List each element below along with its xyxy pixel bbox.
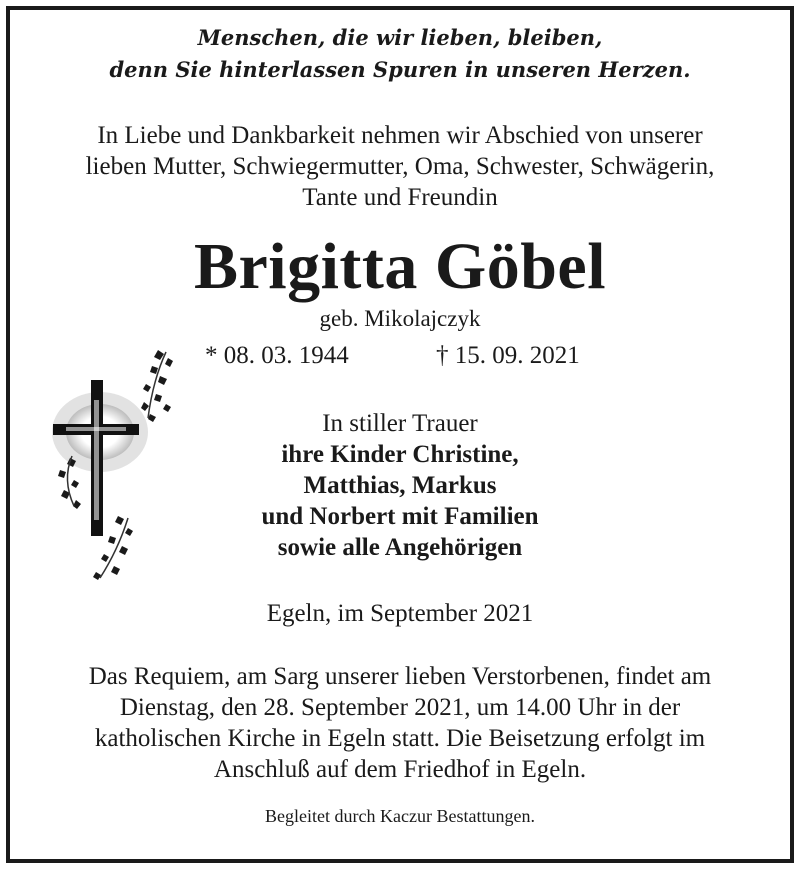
requiem-line-4: Anschluß auf dem Friedhof in Egeln. — [213, 756, 587, 783]
birth-date: * 08. 03. 1944 — [205, 342, 349, 369]
intro-text — [0, 120, 800, 213]
deceased-name: Brigitta Göbel — [193, 230, 607, 303]
requiem-line-2: Dienstag, den 28. September 2021, um 14.00 Uhr in der — [119, 694, 681, 721]
death-date: † 15. 09. 2021 — [436, 342, 580, 369]
intro-line-3: Tante und Freundin — [302, 184, 498, 211]
intro-line-1: In Liebe und Dankbarkeit nehmen wir Abschied von unserer — [97, 122, 703, 149]
undertaker-note: Begleitet durch Kaczur Bestattungen. — [265, 806, 535, 826]
requiem-line-3: katholischen Kirche in Egeln statt. Die Beisetzung erfolgt im — [94, 725, 706, 752]
place-date: Egeln, im September 2021 — [266, 600, 534, 627]
motto — [0, 22, 800, 86]
mourners-intro: In stiller Trauer — [322, 410, 478, 437]
mourners-line-1: ihre Kinder Christine, — [281, 441, 519, 468]
maiden-name: geb. Mikolajczyk — [319, 306, 481, 331]
mourners-line-3: und Norbert mit Familien — [261, 503, 539, 530]
mourners-line-2: Matthias, Markus — [303, 472, 497, 499]
mourners-block — [0, 408, 800, 563]
mourners-line-4: sowie alle Angehörigen — [277, 534, 523, 561]
requiem-line-1: Das Requiem, am Sarg unserer lieben Verstorbenen, findet am — [88, 663, 712, 690]
intro-line-2: lieben Mutter, Schwiegermutter, Oma, Schwester, Schwägerin, — [85, 153, 715, 180]
motto-line-2: denn Sie hinterlassen Spuren in unseren Herzen. — [109, 57, 691, 82]
requiem-text — [0, 661, 800, 785]
motto-line-1: Menschen, die wir lieben, bleiben, — [197, 25, 603, 50]
